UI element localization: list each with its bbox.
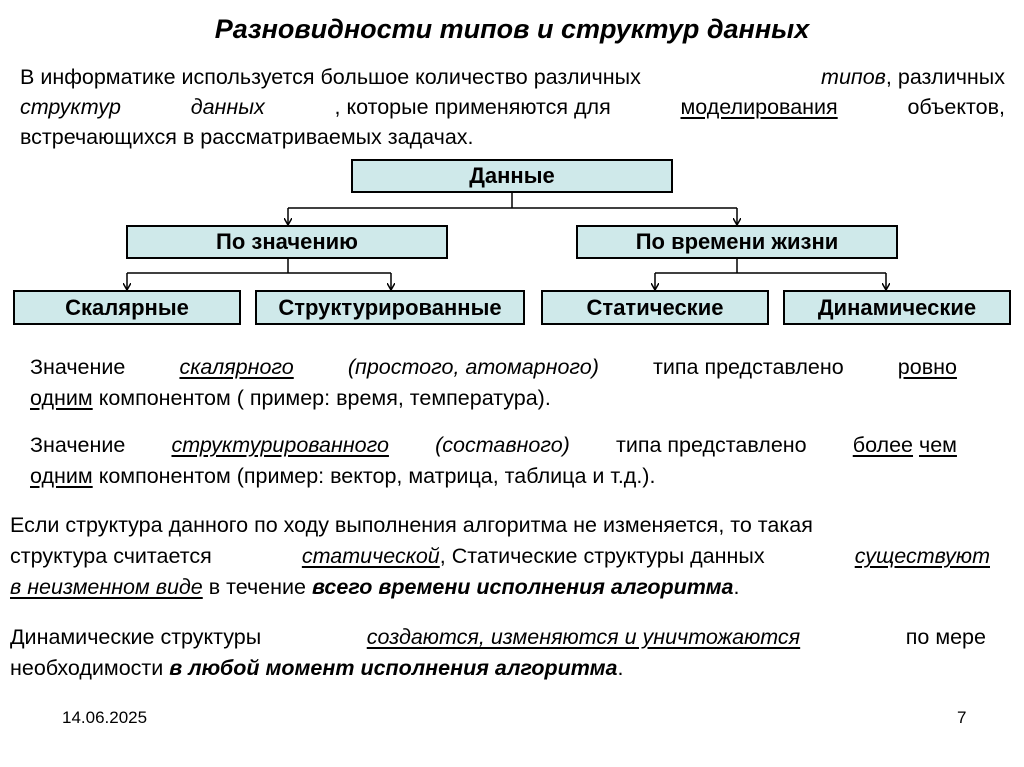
term-any-moment: в любой момент исполнения алгоритма [169,656,618,680]
para-text: в течение [208,575,306,599]
term-scalar: скалярного [179,355,294,379]
intro-term-structures: структур [20,95,121,119]
term-exactly: ровно [897,355,957,379]
intro-text: В информатике используется большое количество различных [20,65,641,89]
node-structured: Структурированные [255,290,525,325]
term-than: чем [919,433,957,457]
para-text: . [733,575,740,599]
term-one: одним [30,386,93,410]
term-exist: существуют [854,544,990,568]
node-by-lifetime: По времени жизни [576,225,898,259]
node-by-value: По значению [126,225,448,259]
para-text: по мере [905,625,986,649]
term-unchanged: в неизменном виде [10,575,203,599]
term-whole-execution: всего времени исполнения алгоритма [311,575,734,599]
static-paragraph [10,510,990,603]
para-text: структура считается [10,544,212,568]
term-structured: структурированного [171,433,389,457]
para-text: Значение [30,355,126,379]
footer-date: 14.06.2025 [62,708,148,727]
para-text: , Статические структуры данных [439,544,765,568]
slide-title: Разновидности типов и структур данных [214,14,810,44]
para-text: необходимости [10,656,164,680]
para-text: Динамические структуры [10,625,262,649]
node-dynamic: Динамические [783,290,1011,325]
para-text: компонентом ( пример: время, температура). [98,386,551,410]
intro-text: , различных [885,65,1005,89]
term-composite: (составного) [435,433,570,457]
para-text: компонентом (пример: вектор, матрица, таблица и т.д.). [98,464,656,488]
intro-term-modeling: моделирования [680,95,838,119]
dynamic-paragraph [10,622,986,684]
para-text: Если структура данного по ходу выполнения алгоритма не изменяется, то такая [10,513,813,537]
page-number: 7 [957,708,967,727]
node-scalar: Скалярные [13,290,241,325]
intro-text: встречающихся в рассматриваемых задачах. [20,125,474,149]
node-data: Данные [351,159,673,193]
para-text: . [617,656,624,680]
structured-paragraph [30,430,957,492]
term-static: статической [301,544,440,568]
term-one: одним [30,464,93,488]
term-created-changed-destroyed: создаются, изменяются и уничтожаются [366,625,801,649]
para-text: типа представлено [615,433,807,457]
scalar-paragraph [30,352,957,414]
term-more: более [852,433,914,457]
intro-term-types: типов [821,65,886,89]
node-static: Статические [541,290,769,325]
intro-text: объектов, [907,95,1005,119]
term-simple-atomic: (простого, атомарного) [347,355,599,379]
para-text: Значение [30,433,126,457]
intro-text: , которые применяются для [334,95,611,119]
para-text: типа представлено [653,355,844,379]
intro-term-data: данных [190,95,265,119]
